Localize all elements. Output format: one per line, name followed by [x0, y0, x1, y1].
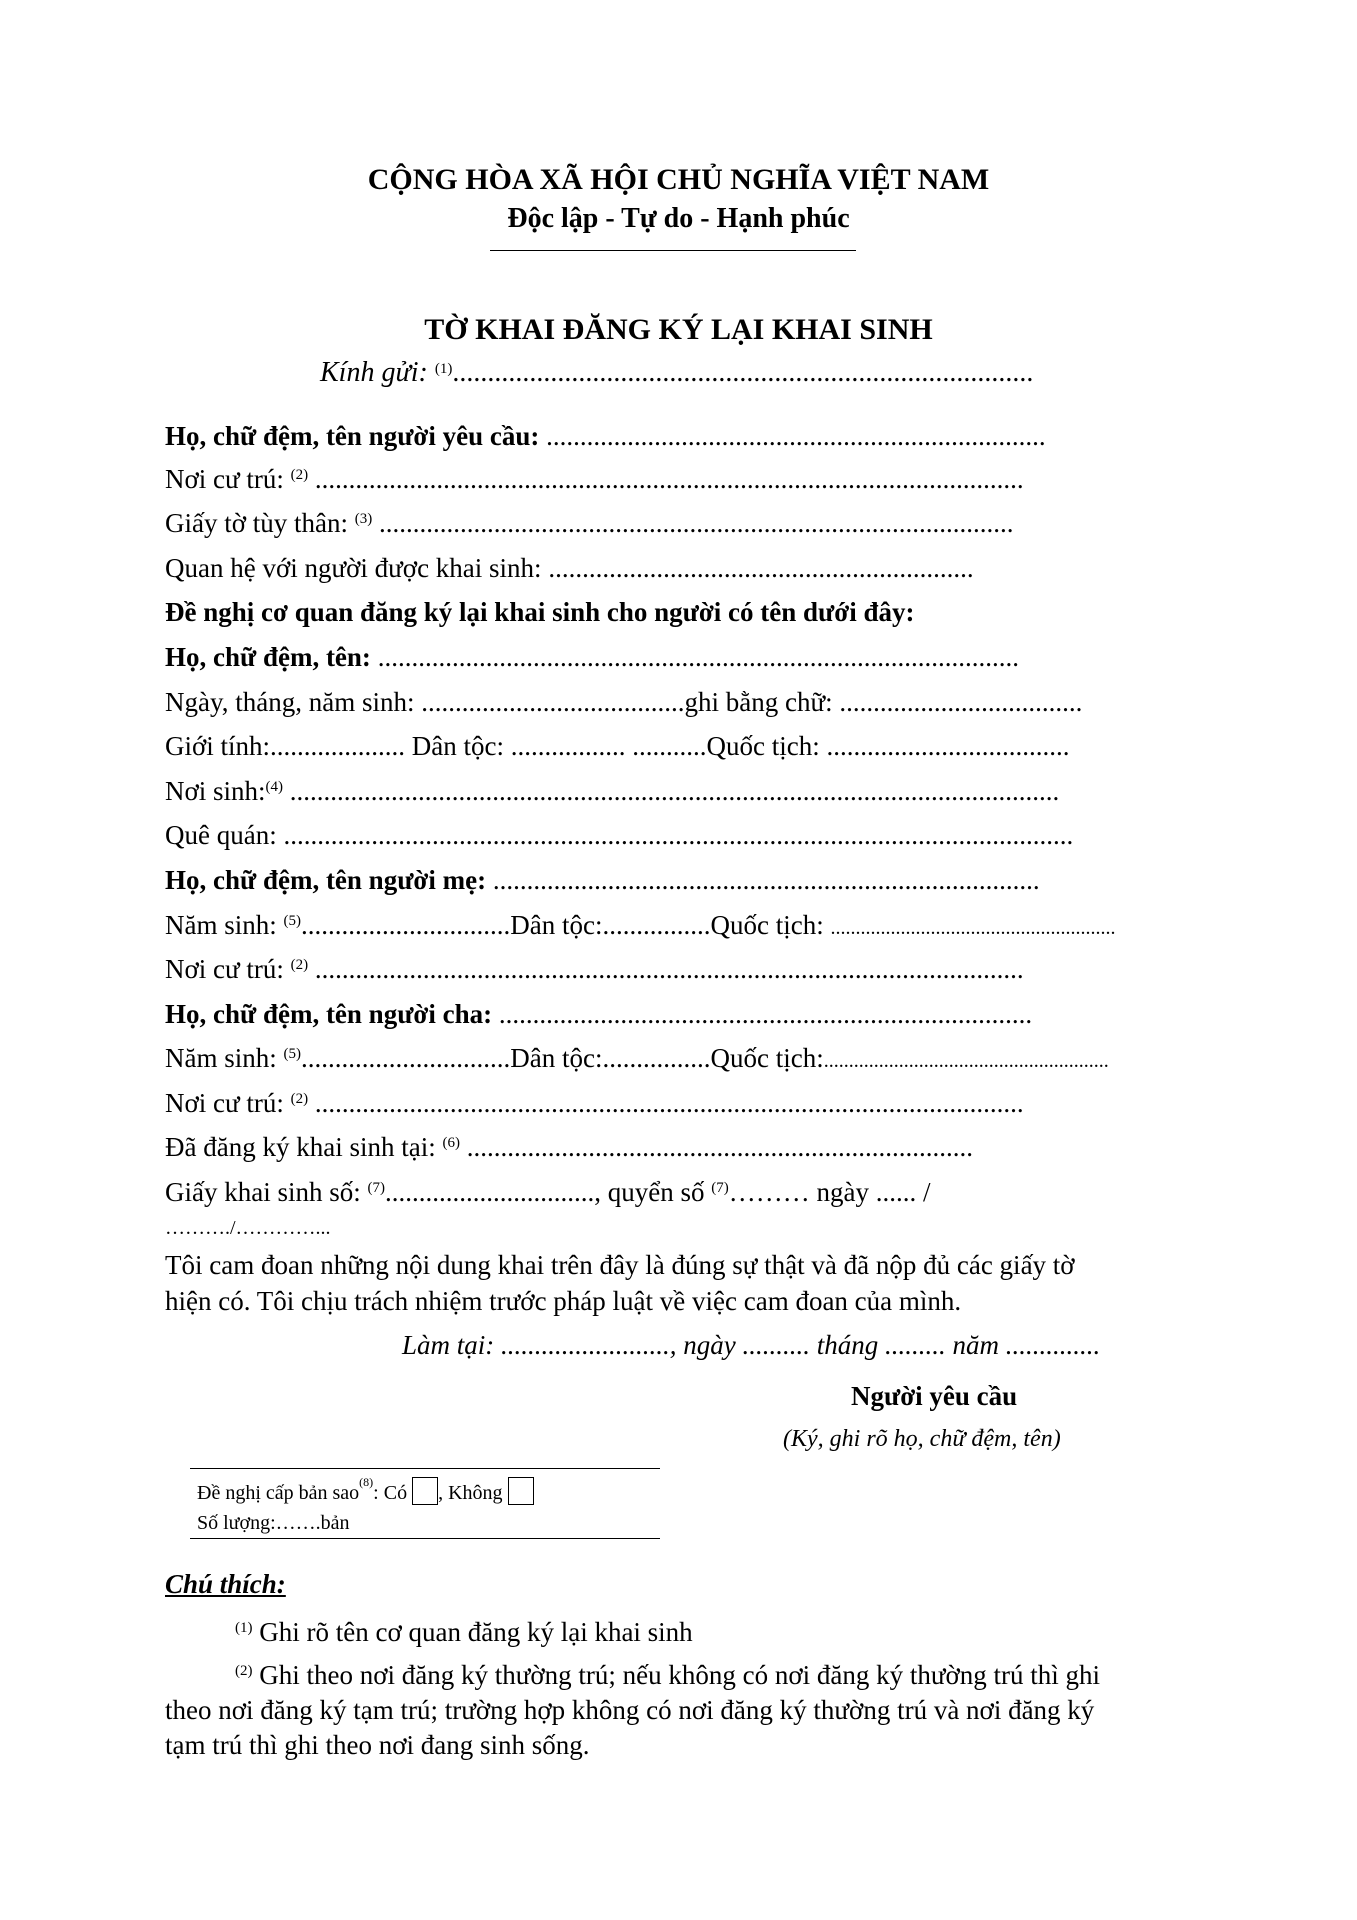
id-doc-line: [165, 507, 1014, 539]
id-doc-label: Giấy tờ tùy thân:: [165, 508, 355, 538]
father-res-line: [165, 1087, 1024, 1119]
father-res-sup: (2): [290, 1091, 309, 1107]
registered-at-label: Đã đăng ký khai sinh tại:: [165, 1132, 443, 1162]
date-continuation[interactable]: ………./…………...: [165, 1217, 331, 1239]
notes-heading: Chú thích:: [165, 1569, 286, 1599]
father-res-label: Nơi cư trú:: [165, 1088, 291, 1118]
father-eth-label: Dân tộc:: [510, 1043, 603, 1073]
copy-yes-label: : Có: [373, 1482, 413, 1504]
requester-name-label: Họ, chữ đệm, tên người yêu cầu:: [165, 421, 547, 451]
ethnicity-label: Dân tộc:: [405, 731, 511, 761]
father-year-label: Năm sinh:: [165, 1043, 284, 1073]
dob-words-field[interactable]: ....................................: [839, 687, 1083, 717]
signature-title: Người yêu cầu: [851, 1381, 1018, 1411]
requester-name-line: [165, 420, 1046, 452]
nationality-field[interactable]: ....................................: [826, 731, 1070, 761]
person-name-field[interactable]: ...............................................................................................: [377, 642, 1019, 672]
mother-res-field[interactable]: .........................................................................................................: [308, 954, 1024, 984]
copy-request-sup: (8): [359, 1475, 374, 1489]
country-name: CỘNG HÒA XÃ HỘI CHỦ NGHĨA VIỆT NAM: [367, 163, 990, 196]
birthplace-line: [165, 775, 1059, 807]
birthplace-field[interactable]: ..................................................................................................................: [283, 776, 1060, 806]
person-name-label: Họ, chữ đệm, tên:: [165, 642, 378, 672]
copy-request-line: [197, 1477, 534, 1505]
residence-line: [165, 463, 1024, 495]
form-title: TỜ KHAI ĐĂNG KÝ LẠI KHAI SINH: [424, 313, 933, 346]
copy-box-top-rule: [190, 1468, 660, 1469]
birthplace-label: Nơi sinh:: [165, 776, 266, 806]
book-field[interactable]: ……… ngày ...... /: [728, 1177, 931, 1207]
mother-nat-field[interactable]: .........................................................: [830, 917, 1116, 939]
hometown-label: Quê quán:: [165, 820, 284, 850]
mother-res-line: [165, 953, 1024, 985]
father-name-line: [165, 998, 1032, 1030]
id-doc-field[interactable]: ..............................................................................................: [372, 508, 1014, 538]
hometown-field[interactable]: .....................................................................................................................: [283, 820, 1074, 850]
copy-box-bottom-rule: [190, 1538, 660, 1539]
request-heading: Đề nghị cơ quan đăng ký lại khai sinh cho người có tên dưới đây:: [165, 597, 915, 627]
kinh-gui-sup: (1): [434, 361, 453, 377]
requester-name-field[interactable]: ..........................................................................: [546, 421, 1046, 451]
mother-year-line: [165, 909, 1115, 944]
cert-no-label: Giấy khai sinh số:: [165, 1177, 368, 1207]
residence-sup: (2): [290, 467, 309, 483]
note-1-text: Ghi rõ tên cơ quan đăng ký lại khai sinh: [252, 1617, 693, 1647]
signature-note: (Ký, ghi rõ họ, chữ đệm, tên): [783, 1426, 1061, 1452]
gender-label: Giới tính:: [165, 731, 271, 761]
note-2-line-2: theo nơi đăng ký tạm trú; trường hợp không có nơi đăng ký thường trú và nơi đăng ký: [165, 1695, 1095, 1725]
mother-nat-label: Quốc tịch:: [710, 910, 831, 940]
residence-field[interactable]: .........................................................................................................: [308, 464, 1024, 494]
note-2-sup: (2): [235, 1663, 253, 1679]
father-year-line: [165, 1042, 1109, 1077]
relation-field[interactable]: ...............................................................: [548, 553, 974, 583]
ethnicity-field[interactable]: ................. ...........: [510, 731, 707, 761]
dob-label: Ngày, tháng, năm sinh:: [165, 687, 422, 717]
note-2-line-3: tạm trú thì ghi theo nơi đang sinh sống.: [165, 1730, 590, 1760]
father-year-sup: (5): [283, 1046, 301, 1062]
kinh-gui-label: Kính gửi:: [320, 357, 435, 388]
father-nat-field[interactable]: .........................................................: [823, 1050, 1109, 1072]
mother-name-field[interactable]: .................................................................................: [492, 865, 1040, 895]
note-1: [235, 1616, 693, 1648]
gender-field[interactable]: ....................: [270, 731, 406, 761]
cert-no-field[interactable]: ..............................., quyển số: [385, 1177, 712, 1207]
mother-year-sup: (5): [283, 913, 301, 929]
residence-label: Nơi cư trú:: [165, 464, 291, 494]
father-year-field[interactable]: ...............................: [301, 1043, 511, 1073]
dob-words-label: ghi bằng chữ:: [684, 687, 840, 717]
birthplace-sup: (4): [265, 779, 284, 795]
copy-no-checkbox[interactable]: [508, 1477, 534, 1505]
note-1-sup: (1): [235, 1620, 253, 1636]
commitment-line-1: Tôi cam đoan những nội dung khai trên đây là đúng sự thật và đã nộp đủ các giấy tờ: [165, 1250, 1075, 1280]
book-sup: (7): [711, 1180, 729, 1196]
mother-year-label: Năm sinh:: [165, 910, 284, 940]
copy-yes-checkbox[interactable]: [412, 1477, 438, 1505]
mother-res-label: Nơi cư trú:: [165, 954, 291, 984]
mother-eth-field[interactable]: ................: [602, 910, 711, 940]
relation-line: [165, 552, 974, 584]
copy-no-label: , Không: [438, 1482, 508, 1504]
copy-request-label: Đề nghị cấp bản sao: [197, 1482, 360, 1504]
cert-no-line: [165, 1176, 931, 1208]
father-name-label: Họ, chữ đệm, tên người cha:: [165, 999, 499, 1029]
nationality-label: Quốc tịch:: [706, 731, 827, 761]
copy-quantity[interactable]: Số lượng:…….bản: [197, 1512, 350, 1534]
mother-res-sup: (2): [290, 957, 309, 973]
note-2-text-1: Ghi theo nơi đăng ký thường trú; nếu không có nơi đăng ký thường trú thì ghi: [252, 1660, 1101, 1690]
commitment-line-2: hiện có. Tôi chịu trách nhiệm trước pháp luật về việc cam đoan của mình.: [165, 1286, 962, 1316]
header-underline: [490, 250, 856, 251]
registered-at-sup: (6): [442, 1135, 460, 1151]
motto: Độc lập - Tự do - Hạnh phúc: [507, 203, 850, 234]
mother-eth-label: Dân tộc:: [510, 910, 603, 940]
relation-label: Quan hệ với người được khai sinh:: [165, 553, 549, 583]
id-doc-sup: (3): [354, 511, 373, 527]
father-name-field[interactable]: ...............................................................................: [498, 999, 1033, 1029]
dob-field[interactable]: .......................................: [421, 687, 685, 717]
place-date-line[interactable]: Làm tại: ........................., ngày .......... tháng ......... năm ..............: [402, 1330, 1101, 1360]
mother-name-line: [165, 864, 1040, 896]
kinh-gui-line: [320, 357, 1033, 389]
mother-year-field[interactable]: ...............................: [301, 910, 511, 940]
father-eth-field[interactable]: ................: [602, 1043, 711, 1073]
cert-no-sup: (7): [367, 1180, 385, 1196]
registered-at-line: [165, 1131, 973, 1163]
gender-line: [165, 730, 1070, 762]
hometown-line: [165, 819, 1073, 851]
kinh-gui-field[interactable]: ...................................................................................: [452, 357, 1034, 388]
father-res-field[interactable]: .........................................................................................................: [308, 1088, 1024, 1118]
registered-at-field[interactable]: ...........................................................................: [459, 1132, 973, 1162]
father-nat-label: Quốc tịch:: [710, 1043, 824, 1073]
person-name-line: [165, 641, 1019, 673]
dob-line: [165, 686, 1082, 718]
note-2-line-1: [235, 1659, 1100, 1691]
mother-name-label: Họ, chữ đệm, tên người mẹ:: [165, 865, 493, 895]
